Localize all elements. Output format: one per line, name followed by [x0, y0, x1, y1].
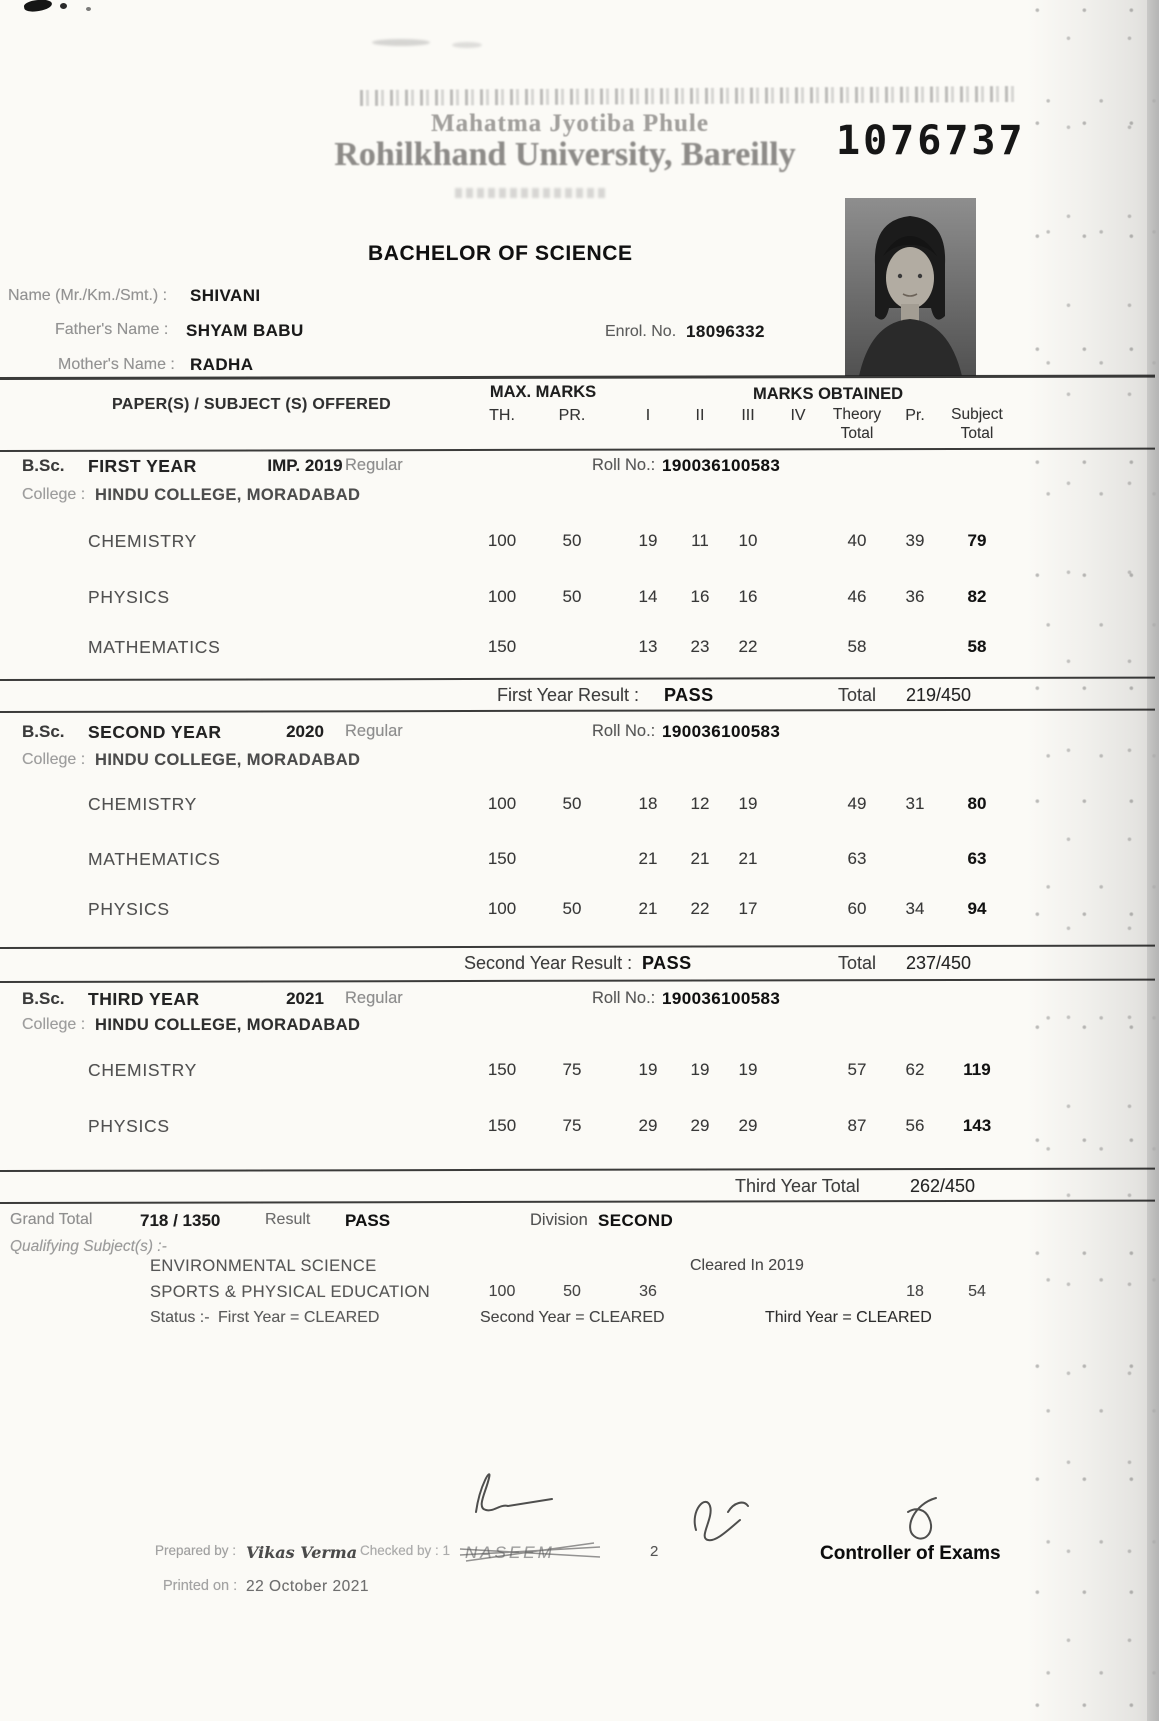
- enrol-no: 18096332: [686, 322, 765, 341]
- max-th: 100: [487, 899, 517, 918]
- marks-p2: 11: [691, 531, 709, 550]
- university-name-line2: Rohilkhand University, Bareilly: [334, 136, 796, 173]
- table-row: [0, 637, 1159, 663]
- college-name: HINDU COLLEGE, MORADABAD: [95, 1016, 361, 1034]
- column-theory-total: Theory: [832, 406, 882, 423]
- pr-obtained: 31: [905, 794, 925, 813]
- theory-total: 46: [847, 587, 867, 606]
- marks-p1: 19: [638, 1060, 658, 1079]
- roll-no: 190036100583: [662, 989, 781, 1008]
- max-pr: 75: [562, 1116, 582, 1135]
- serial-number: 1076737: [836, 118, 1026, 164]
- scan-smudge: [372, 39, 430, 46]
- total-value: 219/450: [906, 685, 972, 705]
- divider: [0, 375, 1155, 380]
- scan-smudge: [452, 42, 482, 48]
- divider: [0, 677, 1155, 681]
- roll-no-label: Roll No.:: [592, 456, 656, 474]
- subject-total: 80: [967, 794, 987, 813]
- printed-on-date: 22 October 2021: [246, 1578, 369, 1595]
- qualifying-subjects-label: Qualifying Subject(s) :-: [10, 1238, 167, 1255]
- table-row: [0, 849, 1159, 875]
- exam-type: Regular: [345, 456, 403, 474]
- scan-smudge: [86, 7, 91, 11]
- table-row: [0, 794, 1159, 820]
- degree-title: BACHELOR OF SCIENCE: [368, 242, 633, 265]
- marks-p2: 22: [690, 899, 710, 918]
- theory-total: 63: [847, 849, 867, 868]
- scan-smudge: [60, 3, 67, 9]
- theory-total: 57: [847, 1060, 867, 1079]
- theory-total: 40: [847, 531, 867, 550]
- college-label: College :: [22, 1016, 86, 1033]
- prepared-by-name: Vikas Verma: [246, 1543, 358, 1562]
- grand-total-row: [0, 1211, 1159, 1237]
- column-paper2: II: [695, 407, 705, 424]
- roll-no-label: Roll No.:: [592, 989, 656, 1007]
- max-th: 100: [487, 794, 517, 813]
- prepared-by-label: Prepared by :: [155, 1543, 237, 1558]
- max-pr: 75: [562, 1060, 582, 1079]
- controller-signature: [896, 1490, 951, 1548]
- grand-total-value: 718 / 1350: [140, 1211, 221, 1230]
- pr-obtained: 62: [905, 1060, 925, 1079]
- subject-total: 94: [967, 899, 987, 918]
- theory-total: 49: [847, 794, 867, 813]
- scan-smudge: [23, 0, 52, 13]
- course-name: B.Sc.: [22, 989, 65, 1008]
- max-th: 100: [488, 1283, 516, 1300]
- table-row: [0, 587, 1159, 613]
- roll-no: 190036100583: [662, 456, 781, 475]
- marks-p1: 21: [638, 899, 658, 918]
- year-total-row: [0, 1176, 1159, 1202]
- total-value: 262/450: [910, 1176, 976, 1196]
- max-th: 100: [487, 587, 517, 606]
- subject-total: 63: [967, 849, 987, 868]
- result-value: PASS: [642, 953, 692, 973]
- roll-no: 190036100583: [662, 722, 781, 741]
- subject-name: PHYSICS: [88, 1116, 170, 1136]
- theory-total: 60: [847, 899, 867, 918]
- page-number: 2: [650, 1543, 659, 1560]
- marks-p1: 36: [639, 1283, 657, 1300]
- status-label: Status :-: [150, 1309, 210, 1326]
- exam-session: 2021: [286, 989, 324, 1008]
- year-header-second: [0, 722, 1159, 748]
- marks-p2: 21: [690, 849, 710, 868]
- result-value: PASS: [345, 1211, 391, 1230]
- marks-p3: 21: [738, 849, 758, 868]
- qualifying-row-environment: [0, 1257, 1159, 1283]
- result-value: PASS: [664, 685, 714, 705]
- marks-p3: 19: [738, 794, 758, 813]
- subject-name: PHYSICS: [88, 587, 170, 607]
- exam-session: 2020: [286, 722, 324, 741]
- exam-type: Regular: [345, 989, 403, 1007]
- status-first-year: First Year = CLEARED: [218, 1309, 380, 1326]
- subject-name: CHEMISTRY: [88, 531, 198, 551]
- subject-total: 58: [967, 637, 987, 656]
- qualifying-subject-name: ENVIRONMENTAL SCIENCE: [150, 1257, 377, 1275]
- student-name: SHIVANI: [190, 286, 261, 305]
- theory-total: 58: [847, 637, 867, 656]
- total-label: Total: [838, 953, 877, 973]
- college-name: HINDU COLLEGE, MORADABAD: [95, 486, 361, 504]
- column-subject-total: Subject: [951, 406, 1003, 423]
- mother-name: RADHA: [190, 355, 254, 374]
- result-label: Result: [265, 1211, 311, 1228]
- column-max-marks: MAX. MARKS: [489, 383, 597, 401]
- faded-certificate-border: [360, 86, 1015, 106]
- max-pr: 50: [562, 531, 582, 550]
- qualifying-row-sports: [0, 1283, 1159, 1309]
- division-label: Division: [530, 1211, 588, 1229]
- column-paper1: I: [645, 407, 651, 424]
- marks-p2: 29: [690, 1116, 710, 1135]
- qualifying-subject-name: SPORTS & PHYSICAL EDUCATION: [150, 1283, 431, 1301]
- year-result-row: [0, 685, 1159, 711]
- column-pr: PR.: [558, 407, 586, 424]
- table-row: [0, 1060, 1159, 1086]
- table-row: [0, 531, 1159, 557]
- column-paper3: III: [741, 407, 755, 424]
- marks-p1: 19: [638, 531, 658, 550]
- subject-name: MATHEMATICS: [88, 637, 221, 657]
- subject-name: PHYSICS: [88, 899, 170, 919]
- column-subject-total: Total: [960, 425, 994, 442]
- subject-total: 54: [968, 1283, 986, 1300]
- status-second-year: Second Year = CLEARED: [480, 1309, 665, 1326]
- marks-p3: 10: [738, 531, 758, 550]
- year-header-third: [0, 989, 1159, 1015]
- marks-p2: 16: [690, 587, 710, 606]
- marks-p2: 12: [690, 794, 710, 813]
- subject-total: 79: [967, 531, 987, 550]
- theory-total: 87: [847, 1116, 867, 1135]
- total-label: Third Year Total: [735, 1176, 860, 1196]
- marks-p3: 22: [738, 637, 758, 656]
- year-name: THIRD YEAR: [88, 989, 200, 1009]
- divider: [0, 945, 1155, 949]
- year-header-first: [0, 456, 1159, 482]
- marks-p2: 23: [690, 637, 710, 656]
- faded-subtitle-text: [455, 188, 605, 198]
- status-third-year: Third Year = CLEARED: [765, 1309, 932, 1326]
- name-label: Name (Mr./Km./Smt.) :: [8, 287, 168, 304]
- printed-on-row: [0, 1578, 1159, 1604]
- max-th: 150: [487, 849, 517, 868]
- max-th: 150: [487, 637, 517, 656]
- controller-of-exams-title: Controller of Exams: [820, 1543, 1001, 1564]
- student-photo: [845, 198, 976, 376]
- max-th: 150: [487, 1060, 517, 1079]
- max-pr: 50: [563, 1283, 581, 1300]
- pr-obtained: 39: [905, 531, 925, 550]
- marks-p1: 18: [638, 794, 658, 813]
- college-line: [0, 1016, 1159, 1042]
- marks-p1: 13: [638, 637, 658, 656]
- mother-name-label: Mother's Name :: [58, 356, 175, 373]
- marks-p1: 29: [638, 1116, 658, 1135]
- marks-p2: 19: [690, 1060, 710, 1079]
- college-label: College :: [22, 751, 86, 768]
- column-papers-offered: PAPER(S) / SUBJECT (S) OFFERED: [112, 396, 391, 413]
- college-label: College :: [22, 486, 86, 503]
- subject-total: 82: [967, 587, 987, 606]
- marks-p3: 29: [738, 1116, 758, 1135]
- checker-signature: [686, 1488, 761, 1548]
- column-th: TH.: [489, 407, 515, 424]
- max-pr: 50: [562, 794, 582, 813]
- max-th: 100: [487, 531, 517, 550]
- roll-no-label: Roll No.:: [592, 722, 656, 740]
- max-pr: 50: [562, 587, 582, 606]
- year-name: FIRST YEAR: [88, 456, 197, 476]
- marks-p3: 16: [738, 587, 758, 606]
- exam-session: IMP. 2019: [267, 456, 343, 475]
- subject-name: CHEMISTRY: [88, 1060, 198, 1080]
- checked-by-label: Checked by : 1: [360, 1543, 451, 1558]
- divider: [0, 448, 1155, 452]
- strikethrough-scribble: [458, 1539, 603, 1567]
- max-th: 150: [487, 1116, 517, 1135]
- printed-on-label: Printed on :: [163, 1578, 238, 1594]
- column-pr-obtained: Pr.: [905, 407, 925, 424]
- course-name: B.Sc.: [22, 722, 65, 741]
- table-row: [0, 1116, 1159, 1142]
- checked-by-name: NASEEM: [465, 1543, 555, 1562]
- university-name-line1: Mahatma Jyotiba Phule: [431, 110, 709, 137]
- result-label: First Year Result :: [497, 685, 640, 705]
- marks-p3: 17: [738, 899, 758, 918]
- marks-p3: 19: [738, 1060, 758, 1079]
- pr-obtained: 56: [905, 1116, 925, 1135]
- divider: [0, 979, 1155, 983]
- status-row: [0, 1309, 1159, 1335]
- exam-type: Regular: [345, 722, 403, 740]
- total-value: 237/450: [906, 953, 972, 973]
- footer-row: [0, 1543, 1159, 1569]
- college-line: [0, 751, 1159, 777]
- result-label: Second Year Result :: [464, 953, 633, 973]
- subject-name: MATHEMATICS: [88, 849, 221, 869]
- year-result-row: [0, 953, 1159, 979]
- marks-p1: 14: [638, 587, 658, 606]
- total-label: Total: [838, 685, 877, 705]
- pr-obtained: 36: [905, 587, 925, 606]
- column-marks-obtained: MARKS OBTAINED: [752, 385, 904, 403]
- subject-total: 143: [962, 1116, 992, 1135]
- subject-total: 119: [963, 1060, 991, 1079]
- column-paper4: IV: [790, 407, 806, 424]
- qualifying-subject-status: Cleared In 2019: [690, 1257, 804, 1274]
- max-pr: 50: [562, 899, 582, 918]
- table-row: [0, 899, 1159, 925]
- preparer-signature: [462, 1462, 557, 1524]
- marks-p1: 21: [638, 849, 658, 868]
- father-name-label: Father's Name :: [55, 321, 169, 338]
- year-name: SECOND YEAR: [88, 722, 222, 742]
- college-line: [0, 486, 1159, 512]
- father-name: SHYAM BABU: [186, 321, 304, 340]
- enrol-no-label: Enrol. No.: [605, 323, 677, 340]
- division-value: SECOND: [598, 1211, 674, 1230]
- subject-name: CHEMISTRY: [88, 794, 198, 814]
- college-name: HINDU COLLEGE, MORADABAD: [95, 751, 361, 769]
- pr-obtained: 18: [906, 1283, 924, 1300]
- column-theory-total: Total: [840, 425, 874, 442]
- pr-obtained: 34: [905, 899, 925, 918]
- grand-total-label: Grand Total: [10, 1211, 93, 1228]
- course-name: B.Sc.: [22, 456, 65, 475]
- divider: [0, 1168, 1155, 1172]
